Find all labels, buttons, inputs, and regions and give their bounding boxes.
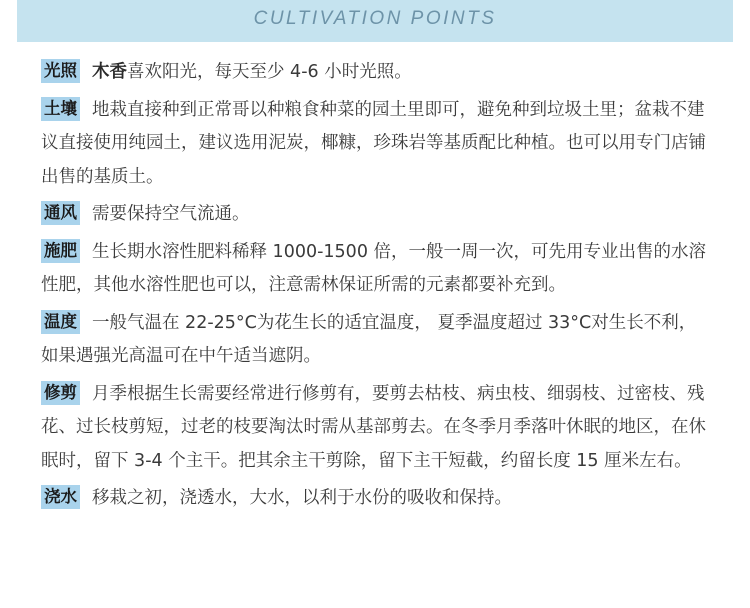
section-text: 地栽直接种到正常哥以种粮食种菜的园土里即可，避免种到垃圾土里；盆栽不建议直接使用纯园土，建议选用泥炭，椰糠，珍珠岩等基质配比种植。也可以用专门店铺出售的基质土。: [41, 99, 706, 187]
section-tag: 土壤: [41, 97, 80, 121]
section-fertilizer: [41, 236, 711, 303]
section-temperature: [41, 307, 711, 374]
section-text: 一般气温在 22-25°C为花生长的适宜温度， 夏季温度超过 33°C对生长不利，如果遇强光高温可在中午适当遮阴。: [41, 312, 697, 366]
section-light: [41, 56, 711, 90]
banner-title: CULTIVATION POINTS: [253, 8, 497, 29]
section-tag: 修剪: [41, 381, 80, 405]
cultivation-points-list: [41, 56, 711, 516]
section-tag: 浇水: [41, 485, 80, 509]
header-banner: [17, 0, 733, 42]
section-text: 生长期水溶性肥料稀释 1000-1500 倍，一般一周一次，可先用专业出售的水溶性肥，其他水溶性肥也可以，注意需林保证所需的元素都要补充到。: [41, 241, 707, 295]
section-watering: [41, 482, 711, 516]
section-ventilation: [41, 198, 711, 232]
plant-name: 木香: [92, 62, 127, 82]
section-pruning: [41, 378, 711, 479]
section-text: 需要保持空气流通。: [92, 204, 250, 224]
section-tag: 光照: [41, 59, 80, 83]
section-soil: [41, 94, 711, 195]
section-tag: 通风: [41, 201, 80, 225]
section-tag: 施肥: [41, 239, 80, 263]
section-text: 移栽之初，浇透水，大水，以利于水份的吸收和保持。: [92, 488, 512, 508]
section-tag: 温度: [41, 310, 80, 334]
section-text: 月季根据生长需要经常进行修剪有，要剪去枯枝、病虫枝、细弱枝、过密枝、残花、过长枝剪短，过老的枝要淘汰时需从基部剪去。在冬季月季落叶休眠的地区，在休眠时，留下 3-4 个主干。把其余主干剪除，留下主干短截，约留长度 15 厘米左右。: [41, 383, 706, 471]
section-text: 喜欢阳光，每天至少 4-6 小时光照。: [127, 62, 412, 82]
